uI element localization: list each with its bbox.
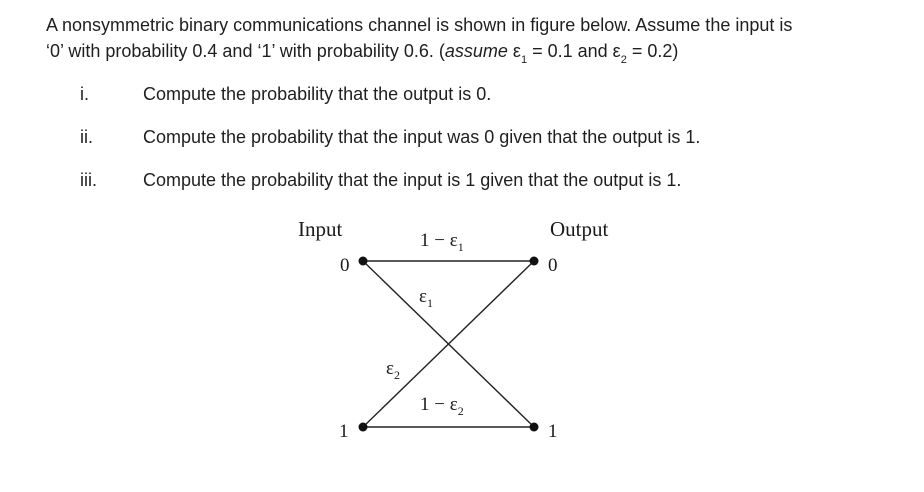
- cross-up-text: ε: [386, 358, 394, 379]
- question-text: Compute the probability that the output is 0.: [143, 84, 492, 104]
- epsilon-2-symbol: ε: [612, 41, 621, 61]
- bottom-transition-label: [420, 394, 464, 418]
- input-1-label: 1: [339, 421, 349, 442]
- cross-down-text: ε: [419, 286, 427, 307]
- epsilon-2-value: = 0.2): [626, 41, 679, 61]
- input-title: Input: [298, 217, 343, 241]
- problem-line-2-prefix: ‘0’ with probability 0.4 and ‘1’ with probability 0.6. (: [46, 41, 445, 61]
- top-transition-text: 1 − ε: [420, 230, 458, 251]
- output-title: Output: [550, 217, 609, 241]
- question-text: Compute the probability that the input was 0 given that the output is 1.: [143, 127, 701, 147]
- epsilon-1-value: = 0.1 and: [527, 41, 613, 61]
- cross-down-label: [419, 286, 433, 310]
- epsilon-1-symbol: ε: [512, 41, 521, 61]
- top-transition-label: [420, 230, 464, 254]
- question-number: iii.: [80, 170, 97, 190]
- top-transition-subscript: 1: [457, 240, 464, 254]
- question-number: ii.: [80, 127, 93, 147]
- question-text: Compute the probability that the input is 1 given that the output is 1.: [143, 170, 682, 190]
- input-0-label: 0: [340, 255, 350, 276]
- cross-down-subscript: 1: [426, 296, 433, 310]
- input-1-node: [359, 423, 368, 432]
- bottom-transition-text: 1 − ε: [420, 394, 458, 415]
- epsilon-2-subscript: 2: [620, 54, 627, 66]
- input-0-node: [359, 257, 368, 266]
- assume-word: assume: [444, 41, 508, 61]
- cross-up-subscript: 2: [393, 368, 400, 382]
- bottom-transition-subscript: 2: [457, 404, 464, 418]
- problem-line-1: A nonsymmetric binary communications channel is shown in figure below. Assume the input is: [46, 15, 793, 35]
- cross-up-label: [386, 358, 400, 382]
- epsilon-1-subscript: 1: [520, 54, 528, 66]
- question-number: i.: [80, 84, 89, 104]
- output-1-label: 1: [548, 421, 558, 442]
- output-1-node: [530, 423, 539, 432]
- output-0-label: 0: [548, 255, 558, 276]
- output-0-node: [530, 257, 539, 266]
